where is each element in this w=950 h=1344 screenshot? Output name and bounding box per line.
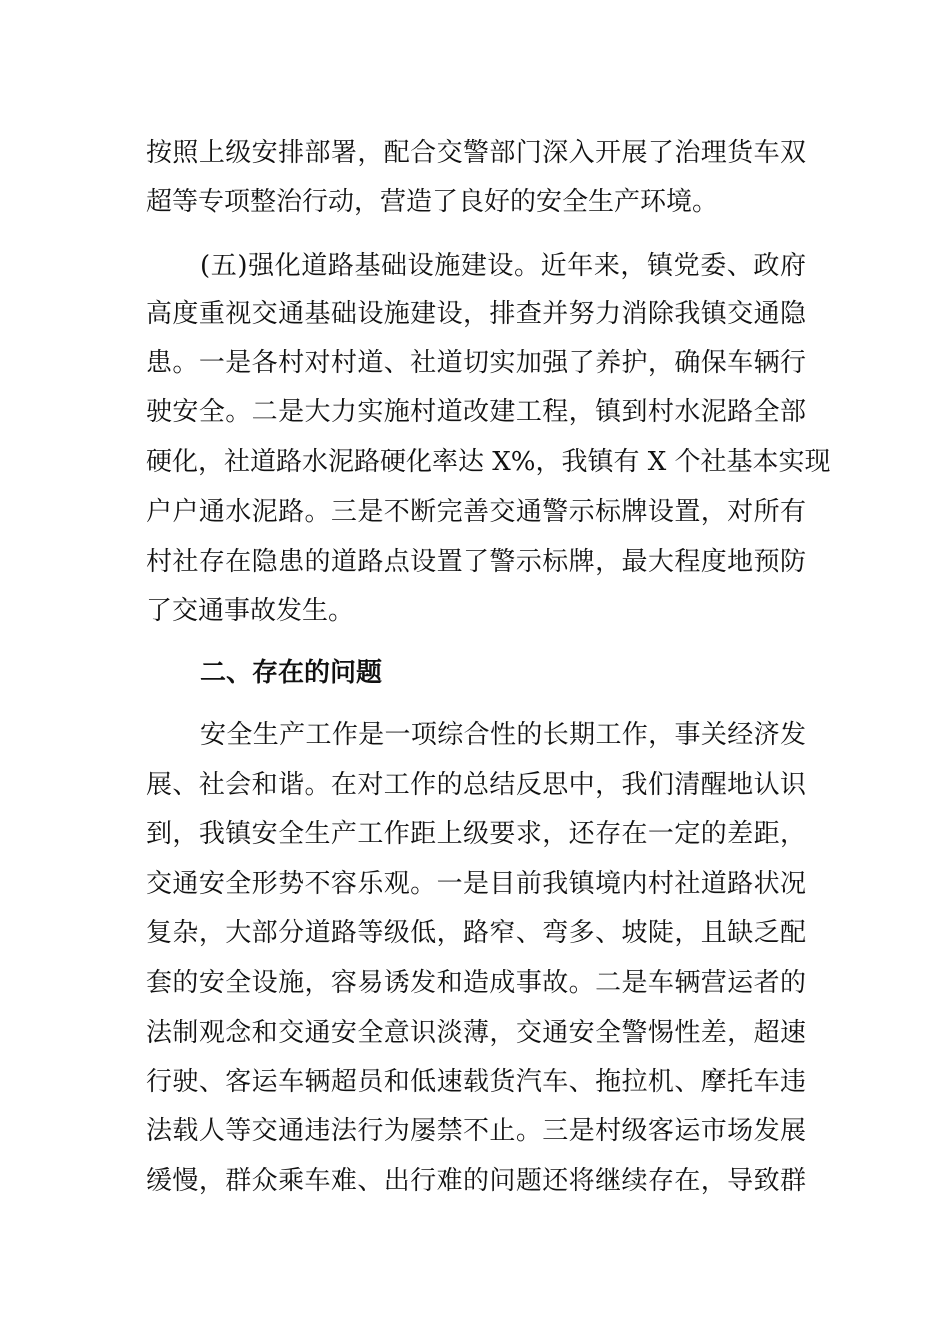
paragraph-2-line: 了交通事故发生。: [146, 596, 355, 626]
paragraph-3-line: 法载人等交通违法行为屡禁不止。三是村级客运市场发展: [146, 1116, 806, 1146]
section-heading: 二、存在的问题: [200, 658, 383, 688]
paragraph-3-line: 安全生产工作是一项综合性的长期工作，事关经济发: [200, 720, 806, 750]
paragraph-2-line: 高度重视交通基础设施建设，排查并努力消除我镇交通隐: [146, 299, 806, 329]
paragraph-2-line: 村社存在隐患的道路点设置了警示标牌，最大程度地预防: [146, 547, 806, 577]
paragraph-3-line: 复杂，大部分道路等级低，路窄、弯多、坡陡，且缺乏配: [146, 918, 806, 948]
paragraph-3-line: 交通安全形势不容乐观。一是目前我镇境内村社道路状况: [146, 869, 806, 899]
paragraph-1-line: 按照上级安排部署，配合交警部门深入开展了治理货车双: [146, 138, 806, 168]
paragraph-2-line: 患。一是各村对村道、社道切实加强了养护，确保车辆行: [146, 348, 806, 378]
paragraph-2-line: 户户通水泥路。三是不断完善交通警示标牌设置，对所有: [146, 497, 806, 527]
paragraph-3-line: 缓慢，群众乘车难、出行难的问题还将继续存在，导致群: [146, 1166, 806, 1196]
paragraph-3-line: 套的安全设施，容易诱发和造成事故。二是车辆营运者的: [146, 968, 806, 998]
paragraph-3-line: 展、社会和谐。在对工作的总结反思中，我们清醒地认识: [146, 770, 806, 800]
paragraph-2-line: (五)强化道路基础设施建设。近年来，镇党委、政府: [200, 251, 806, 281]
paragraph-2-line: 驶安全。二是大力实施村道改建工程，镇到村水泥路全部: [146, 397, 806, 427]
paragraph-2-line: 硬化，社道路水泥路硬化率达 X%，我镇有 X 个社基本实现: [146, 447, 831, 477]
paragraph-3-line: 行驶、客运车辆超员和低速载货汽车、拖拉机、摩托车违: [146, 1067, 806, 1097]
paragraph-3-line: 法制观念和交通安全意识淡薄，交通安全警惕性差，超速: [146, 1018, 806, 1048]
paragraph-3-line: 到，我镇安全生产工作距上级要求，还存在一定的差距，: [146, 819, 806, 849]
paragraph-1-line: 超等专项整治行动，营造了良好的安全生产环境。: [146, 187, 719, 217]
